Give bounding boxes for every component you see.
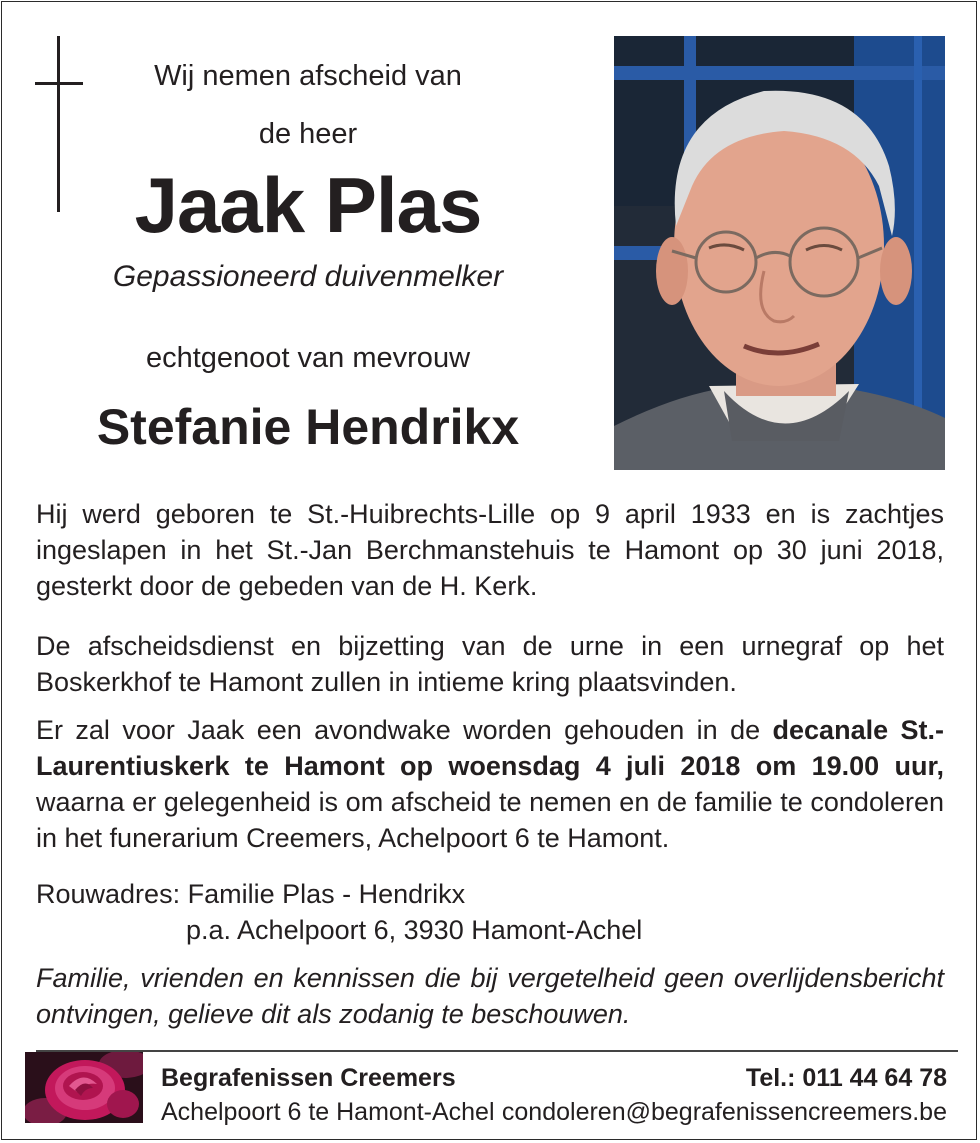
- spouse-name: Stefanie Hendrikx: [96, 399, 520, 455]
- funeral-company-phone: Tel.: 011 44 64 78: [745, 1064, 947, 1092]
- funeral-company-email[interactable]: condoleren@begrafenissencreemers.be: [501, 1098, 947, 1126]
- rouwadres-line-2: p.a. Achelpoort 6, 3930 Hamont-Achel: [186, 915, 643, 945]
- deceased-name: Jaak Plas: [134, 161, 482, 249]
- rouwadres-line-1: Rouwadres: Familie Plas - Hendrikx: [36, 879, 466, 909]
- spouse-intro-text: echtgenoot van mevrouw: [145, 342, 471, 374]
- footer-divider: [36, 1050, 958, 1052]
- funeral-company-address: Achelpoort 6 te Hamont-Achel: [161, 1098, 495, 1126]
- wake-text-end: waarna er gelegenheid is om afscheid te nemen en de familie te condoleren in het funerarium Creemers, Achelpoort 6 te Hamont.: [36, 787, 944, 853]
- funeral-company-name: Begrafenissen Creemers: [161, 1064, 456, 1092]
- intro-text: Wij nemen afscheid van: [154, 60, 462, 92]
- wake-text-bold: decanale St.-Laurentiuskerk te Hamont op woensdag 4 juli 2018 om 19.00 uur,: [36, 715, 944, 781]
- deceased-title: Gepassioneerd duivenmelker: [112, 260, 504, 293]
- rose-image: [25, 1052, 143, 1123]
- wake-text-start: Er zal voor Jaak een avondwake worden gehouden in de: [36, 715, 773, 745]
- closing-note: Familie, vrienden en kennissen die bij vergetelheid geen overlijdensbericht ontvingen, gelieve dit als zodanig te beschouwen.: [36, 963, 944, 1029]
- rose-illustration: [25, 1052, 143, 1123]
- portrait-illustration: [614, 36, 945, 470]
- paragraph-ceremony: De afscheidsdienst en bijzetting van de urne in een urnegraf op het Boskerkhof te Hamont zullen in intieme kring plaatsvinden.: [36, 631, 944, 697]
- paragraph-wake: [36, 712, 944, 856]
- portrait-photo: [614, 36, 945, 470]
- salutation-text: de heer: [258, 118, 358, 150]
- paragraph-birth-death: Hij werd geboren te St.-Huibrechts-Lille op 9 april 1933 en is zachtjes ingeslapen in het St.-Jan Berchmanstehuis te Hamont op 30 juni 2018, gesterkt door de gebeden van de H. Kerk.: [36, 499, 944, 601]
